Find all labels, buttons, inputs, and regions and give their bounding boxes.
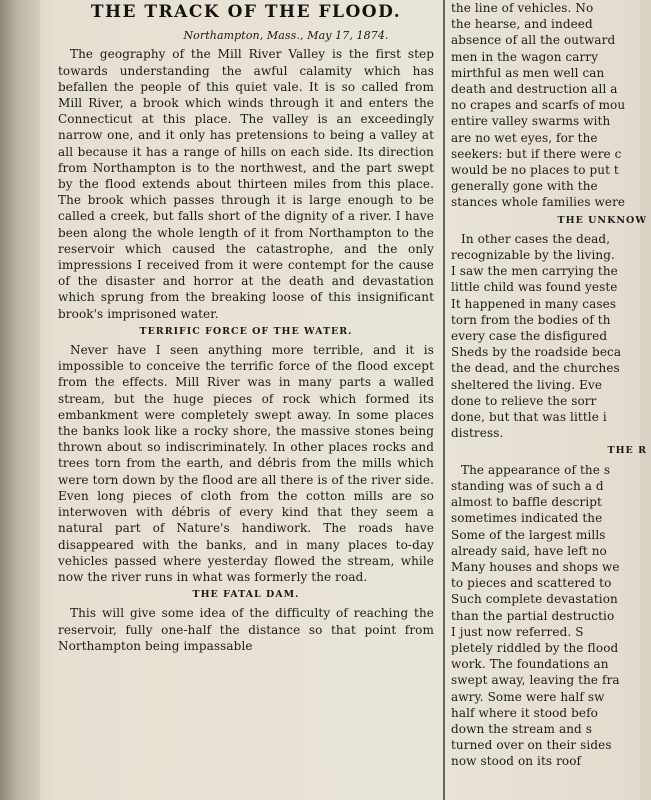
column-line: In other cases the dead, <box>461 231 611 246</box>
column-line: entire valley swarms with <box>451 114 611 129</box>
column-line: Such complete devastation <box>451 592 618 607</box>
column-line: than the partial destructio <box>451 608 615 623</box>
column-rule <box>443 0 445 800</box>
column-line: men in the wagon carry <box>451 49 599 64</box>
article-column <box>58 0 434 800</box>
page-fold-shadow <box>0 0 40 800</box>
column-line: absence of all the outward <box>451 33 616 48</box>
column-line: the hearse, and indeed <box>451 17 593 32</box>
adjacent-block-1 <box>451 0 651 211</box>
adjacent-block-3 <box>451 462 651 770</box>
column-line: half where it stood befo <box>451 705 598 720</box>
column-line: generally gone with the <box>451 179 598 194</box>
column-line: recognizable by the living. <box>451 248 615 263</box>
column-line: to pieces and scattered to <box>451 576 612 591</box>
section-subhead: THE R <box>607 445 647 457</box>
section-subhead: THE UNKNOW <box>557 214 647 226</box>
column-line: seekers: but if there were c <box>451 146 622 161</box>
column-line: now stood on its roof <box>451 754 582 769</box>
article-dateline: Northampton, Mass., May 17, 1874. <box>183 29 389 43</box>
column-line: the line of vehicles. No <box>451 1 594 15</box>
column-line: already said, have left no <box>451 543 607 558</box>
article-title: THE TRACK OF THE FLOOD. <box>90 2 402 22</box>
column-line: every case the disfigured <box>451 329 608 344</box>
column-line: work. The foundations an <box>451 657 609 672</box>
column-line: little child was found yeste <box>451 280 618 295</box>
column-line: sometimes indicated the <box>451 511 603 526</box>
column-line: distress. <box>451 426 504 441</box>
column-line: the dead, and the churches <box>451 361 620 376</box>
column-line: I just now referred. S <box>451 624 584 639</box>
column-line: Some of the largest mills <box>451 527 606 542</box>
column-line: done, but that was little i <box>451 410 607 425</box>
section-subhead: TERRIFIC FORCE OF THE WATER. <box>139 325 353 337</box>
column-line: done to relieve the sorr <box>451 393 597 408</box>
column-line: down the stream and s <box>451 721 592 736</box>
column-line: almost to baffle descript <box>451 495 602 510</box>
article-paragraph: This will give some idea of the difficulty of reaching the reservoir, fully one-half the distance so that point from Northampton being impassable <box>58 606 434 653</box>
column-line: standing was of such a d <box>451 478 604 493</box>
column-line: would be no places to put t <box>451 163 619 178</box>
column-line: stances whole families were <box>451 195 626 210</box>
column-line: mirthful as men well can <box>451 65 605 80</box>
column-line: turned over on their sides <box>451 738 612 753</box>
article-paragraph: The geography of the Mill River Valley is the first step towards understanding the awful calamity which has befallen the people of this quiet vale. It is so called from Mill River, a brook which winds through it and enters the Connecticut at this place. The valley is an exceedingly narrow one, and it only has pretensions to being a valley at all because it has a range of hills on each side. Its direction from Northampton is to the northwest, and the part swept by the flood extends about thirteen miles from this place. The brook which passes through it is large enough to be called a creek, but falls short of the dignity of a river. I have been along the whole length of it from Northampton to the reservoir which caused the catastrophe, and the only impressions I received from it were contempt for the cause of the disaster and horror at the death and devastation which sprung from the breaking loose of this insignificant brook's imprisoned water. <box>58 47 434 321</box>
column-line: no crapes and scarfs of mou <box>451 98 626 113</box>
adjacent-column <box>451 0 651 800</box>
column-line: I saw the men carrying the <box>451 264 618 279</box>
column-line: torn from the bodies of th <box>451 312 611 327</box>
column-line: It happened in many cases <box>451 296 617 311</box>
column-line: Many houses and shops we <box>451 559 620 574</box>
column-line: sheltered the living. Eve <box>451 377 603 392</box>
section-subhead: THE FATAL DAM. <box>192 589 300 601</box>
column-line: awry. Some were half sw <box>451 689 605 704</box>
column-line: swept away, leaving the fra <box>451 673 620 688</box>
adjacent-block-2 <box>451 231 651 442</box>
column-line: death and destruction all a <box>451 82 618 97</box>
column-line: pletely riddled by the flood <box>451 640 619 655</box>
article-paragraph: Never have I seen anything more terrible, and it is impossible to conceive the terrific force of the flood except from the effects. Mill River was in many parts a walled stream, but the huge pieces of rock which formed its embankment were completely swept away. In some places the banks look like a rocky shore, the massive stones being thrown about so indiscriminately. In other places rocks and trees torn from the earth, and débris from the mills which were torn down by the flood are all there is of the river side. Even long pieces of cloth from the cotton mills are so interwoven with débris of every kind that they seem a natural part of Nature's handiwork. The roads have disappeared with the banks, and in many places to-day vehicles passed where yesterday flowed the stream, while now the river runs in what was formerly the road. <box>58 343 434 584</box>
column-line: Sheds by the roadside beca <box>451 345 622 360</box>
column-line: are no wet eyes, for the <box>451 130 598 145</box>
column-line: The appearance of the s <box>461 462 611 477</box>
